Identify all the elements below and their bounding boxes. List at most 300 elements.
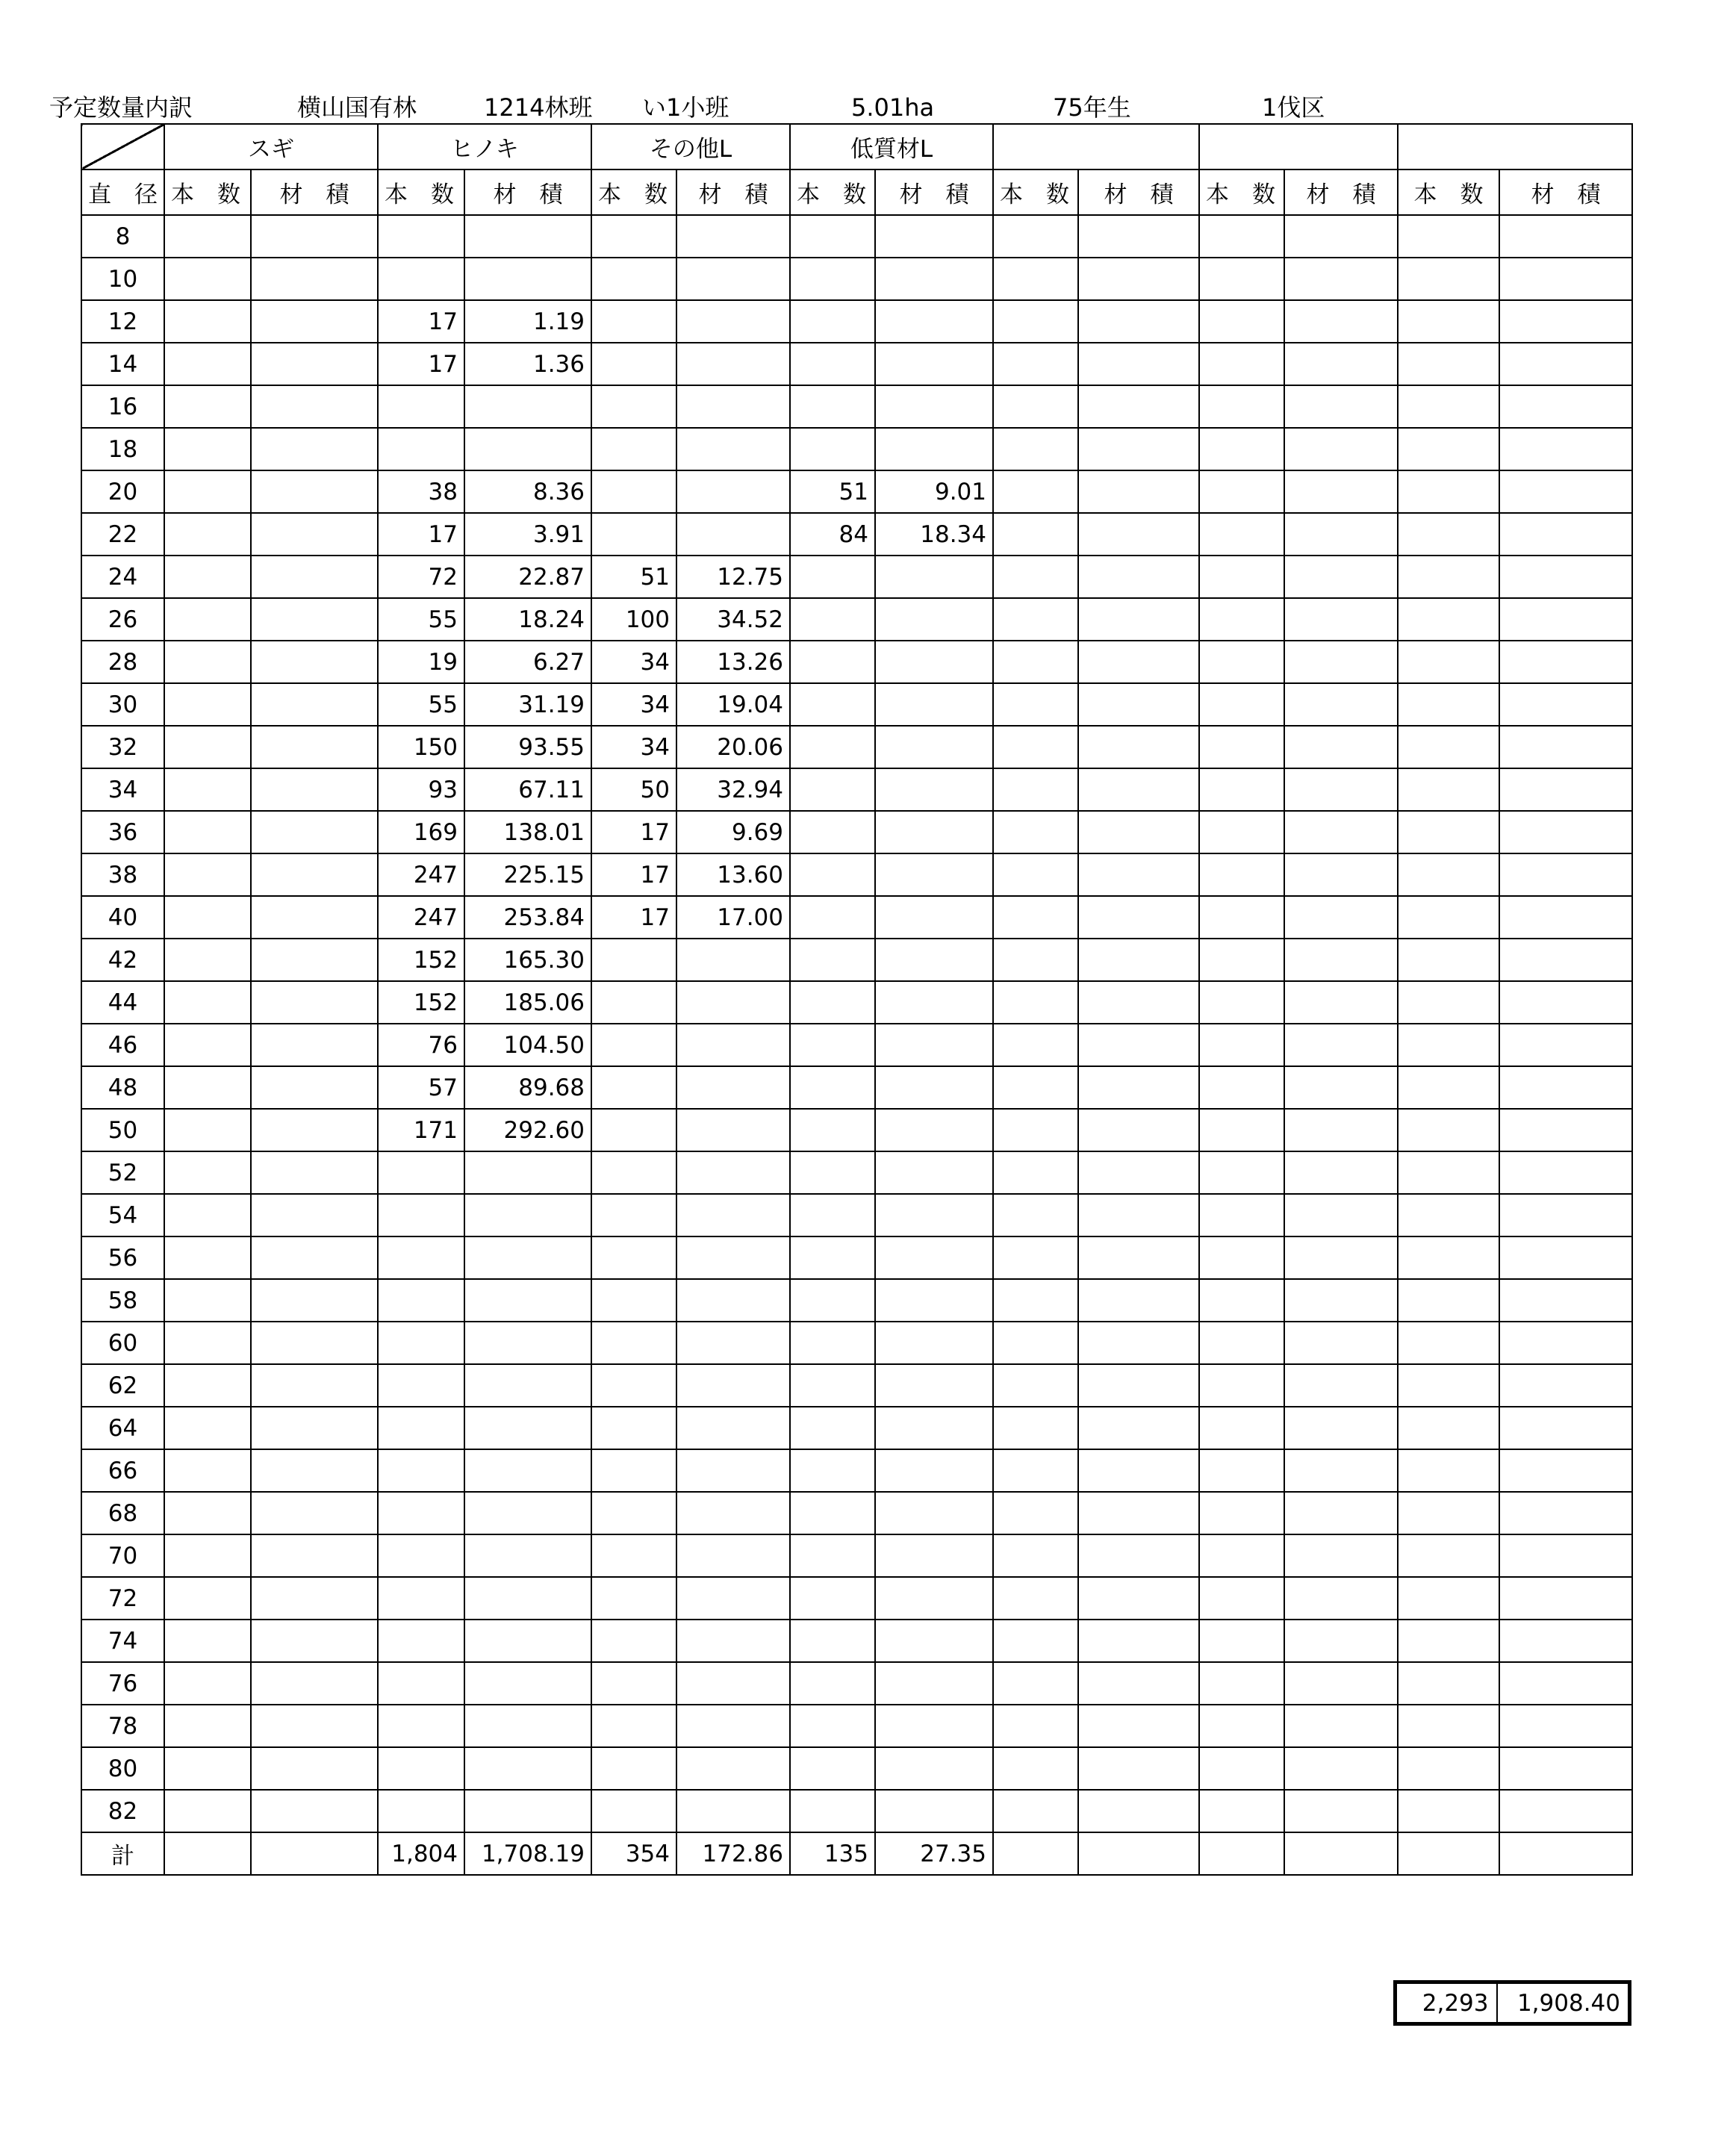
count-cell — [1398, 896, 1499, 939]
volume-cell: 3.91 — [464, 513, 591, 556]
volume-cell — [676, 939, 790, 981]
volume-cell — [1078, 1024, 1199, 1066]
count-cell — [1199, 1322, 1284, 1364]
count-cell: 17 — [591, 811, 676, 853]
count-cell — [993, 1066, 1078, 1109]
count-cell — [993, 385, 1078, 428]
volume-cell — [1499, 385, 1632, 428]
count-cell — [1398, 683, 1499, 726]
volume-cell — [1078, 896, 1199, 939]
volume-cell — [875, 939, 993, 981]
count-cell — [1199, 1662, 1284, 1705]
count-cell: 76 — [378, 1024, 464, 1066]
count-cell — [1199, 1024, 1284, 1066]
volume-cell — [1499, 556, 1632, 598]
count-cell — [1199, 556, 1284, 598]
volume-cell: 1,708.19 — [464, 1832, 591, 1875]
volume-cell — [1078, 1492, 1199, 1534]
count-cell — [591, 939, 676, 981]
count-cell — [1199, 1109, 1284, 1151]
volume-cell: 17.00 — [676, 896, 790, 939]
count-cell — [164, 1322, 251, 1364]
count-cell — [993, 556, 1078, 598]
volume-cell — [251, 1705, 378, 1747]
count-cell — [1199, 896, 1284, 939]
volume-cell — [875, 1620, 993, 1662]
diameter-cell: 16 — [81, 385, 164, 428]
volume-cell — [1078, 428, 1199, 470]
count-cell — [790, 1705, 875, 1747]
count-cell — [164, 1662, 251, 1705]
count-cell — [1398, 385, 1499, 428]
table-row — [81, 1662, 1632, 1705]
volume-cell — [251, 1577, 378, 1620]
volume-cell — [464, 428, 591, 470]
diameter-cell: 8 — [81, 215, 164, 258]
count-header: 本 数 — [378, 169, 464, 215]
count-cell — [1199, 470, 1284, 513]
count-cell — [1199, 683, 1284, 726]
count-cell — [993, 1449, 1078, 1492]
volume-cell — [1284, 853, 1398, 896]
table-row — [81, 1577, 1632, 1620]
volume-cell — [251, 556, 378, 598]
volume-cell — [875, 300, 993, 343]
table-row — [81, 513, 1632, 556]
count-cell — [164, 853, 251, 896]
volume-cell — [676, 385, 790, 428]
grand-total-box — [1393, 1980, 1631, 2026]
volume-cell — [1284, 1747, 1398, 1790]
count-cell — [1398, 1832, 1499, 1875]
count-cell — [591, 1066, 676, 1109]
count-cell — [591, 1620, 676, 1662]
volume-cell — [676, 1662, 790, 1705]
count-cell — [993, 1492, 1078, 1534]
volume-cell — [875, 215, 993, 258]
count-cell — [1398, 1662, 1499, 1705]
count-cell — [1398, 1322, 1499, 1364]
volume-cell — [1499, 683, 1632, 726]
diameter-cell: 76 — [81, 1662, 164, 1705]
volume-cell — [1078, 1832, 1199, 1875]
volume-cell — [1284, 1322, 1398, 1364]
count-cell: 72 — [378, 556, 464, 598]
count-cell — [790, 853, 875, 896]
count-cell — [790, 1151, 875, 1194]
volume-cell — [875, 385, 993, 428]
volume-cell — [1284, 811, 1398, 853]
count-cell — [1199, 853, 1284, 896]
volume-cell — [875, 258, 993, 300]
volume-cell: 19.04 — [676, 683, 790, 726]
volume-cell — [1499, 1322, 1632, 1364]
volume-cell — [1284, 428, 1398, 470]
volume-cell — [464, 1705, 591, 1747]
volume-cell — [251, 1790, 378, 1832]
volume-cell: 104.50 — [464, 1024, 591, 1066]
volume-cell — [1284, 343, 1398, 385]
grand-total-count: 2,293 — [1396, 1982, 1497, 2024]
count-cell — [790, 641, 875, 683]
diameter-cell: 28 — [81, 641, 164, 683]
count-cell — [1199, 1449, 1284, 1492]
count-cell — [790, 939, 875, 981]
volume-cell — [251, 343, 378, 385]
count-cell — [164, 1364, 251, 1407]
volume-cell — [1499, 1790, 1632, 1832]
diameter-cell: 30 — [81, 683, 164, 726]
count-cell: 19 — [378, 641, 464, 683]
species-group-header: 低質材L — [790, 124, 993, 169]
count-cell — [164, 1236, 251, 1279]
count-cell — [993, 1279, 1078, 1322]
count-cell — [1398, 1066, 1499, 1109]
volume-cell: 253.84 — [464, 896, 591, 939]
count-cell — [1199, 1279, 1284, 1322]
volume-cell — [875, 1747, 993, 1790]
count-cell: 169 — [378, 811, 464, 853]
diameter-cell: 52 — [81, 1151, 164, 1194]
volume-cell — [251, 1747, 378, 1790]
count-cell — [993, 641, 1078, 683]
volume-cell — [464, 1151, 591, 1194]
volume-cell — [1284, 1534, 1398, 1577]
count-cell — [164, 470, 251, 513]
volume-cell — [1284, 768, 1398, 811]
table-row — [81, 1747, 1632, 1790]
volume-cell — [1078, 1236, 1199, 1279]
count-cell — [993, 1151, 1078, 1194]
table-row — [81, 726, 1632, 768]
volume-cell — [875, 1194, 993, 1236]
diameter-cell: 18 — [81, 428, 164, 470]
volume-cell — [1284, 300, 1398, 343]
volume-cell — [875, 896, 993, 939]
count-cell — [591, 428, 676, 470]
volume-cell — [1284, 726, 1398, 768]
table-row — [81, 343, 1632, 385]
volume-cell — [1078, 1705, 1199, 1747]
count-cell — [1199, 258, 1284, 300]
table-row — [81, 1322, 1632, 1364]
table-row — [81, 215, 1632, 258]
diameter-cell: 66 — [81, 1449, 164, 1492]
diameter-cell: 48 — [81, 1066, 164, 1109]
volume-cell — [676, 1322, 790, 1364]
count-header: 本 数 — [591, 169, 676, 215]
volume-cell — [464, 1364, 591, 1407]
volume-cell — [676, 1407, 790, 1449]
diameter-cell: 44 — [81, 981, 164, 1024]
count-header: 本 数 — [164, 169, 251, 215]
volume-cell — [251, 598, 378, 641]
volume-cell — [1284, 683, 1398, 726]
table-row — [81, 1279, 1632, 1322]
volume-cell — [1284, 641, 1398, 683]
volume-cell: 31.19 — [464, 683, 591, 726]
count-cell — [164, 513, 251, 556]
volume-cell — [676, 1364, 790, 1407]
volume-cell — [1078, 343, 1199, 385]
count-cell — [1199, 939, 1284, 981]
volume-cell — [251, 385, 378, 428]
volume-cell — [1499, 1194, 1632, 1236]
count-cell — [1199, 811, 1284, 853]
volume-cell: 89.68 — [464, 1066, 591, 1109]
count-cell — [164, 385, 251, 428]
volume-cell — [875, 1492, 993, 1534]
count-cell — [1398, 428, 1499, 470]
count-cell — [993, 1577, 1078, 1620]
volume-cell — [251, 683, 378, 726]
volume-header: 材 積 — [676, 169, 790, 215]
volume-cell — [1284, 513, 1398, 556]
volume-cell — [1499, 1279, 1632, 1322]
volume-cell — [1078, 1322, 1199, 1364]
volume-cell — [1284, 1066, 1398, 1109]
volume-cell — [1078, 726, 1199, 768]
volume-cell — [875, 1024, 993, 1066]
volume-cell: 18.24 — [464, 598, 591, 641]
count-cell — [1199, 513, 1284, 556]
count-cell — [378, 258, 464, 300]
volume-cell — [875, 768, 993, 811]
volume-cell — [875, 1364, 993, 1407]
diameter-cell: 64 — [81, 1407, 164, 1449]
count-cell — [1398, 811, 1499, 853]
volume-cell — [1499, 1534, 1632, 1577]
volume-cell — [464, 1236, 591, 1279]
count-cell — [790, 1279, 875, 1322]
count-cell — [790, 300, 875, 343]
count-cell — [164, 981, 251, 1024]
volume-cell — [1078, 1577, 1199, 1620]
volume-cell — [251, 726, 378, 768]
count-cell — [591, 385, 676, 428]
volume-cell — [875, 811, 993, 853]
count-cell — [1398, 1534, 1499, 1577]
volume-cell — [251, 1534, 378, 1577]
count-cell — [164, 1534, 251, 1577]
count-cell: 17 — [591, 853, 676, 896]
count-header: 本 数 — [1398, 169, 1499, 215]
count-cell — [790, 385, 875, 428]
count-cell — [1398, 556, 1499, 598]
count-cell — [993, 1747, 1078, 1790]
volume-cell — [676, 428, 790, 470]
volume-cell — [676, 1109, 790, 1151]
count-cell — [1199, 598, 1284, 641]
volume-cell — [676, 1066, 790, 1109]
count-cell — [790, 981, 875, 1024]
count-cell — [591, 1236, 676, 1279]
volume-cell — [676, 513, 790, 556]
count-cell — [1199, 1066, 1284, 1109]
count-cell — [164, 726, 251, 768]
count-cell — [1199, 215, 1284, 258]
count-cell — [164, 1790, 251, 1832]
volume-cell — [1499, 768, 1632, 811]
volume-cell — [676, 981, 790, 1024]
count-cell — [1398, 1364, 1499, 1407]
volume-header: 材 積 — [251, 169, 378, 215]
count-cell — [1199, 1364, 1284, 1407]
volume-cell — [676, 1705, 790, 1747]
volume-cell — [251, 981, 378, 1024]
volume-cell — [875, 1705, 993, 1747]
count-cell — [993, 258, 1078, 300]
volume-cell — [1078, 513, 1199, 556]
count-cell — [993, 1194, 1078, 1236]
volume-cell — [1284, 598, 1398, 641]
volume-cell: 93.55 — [464, 726, 591, 768]
volume-cell: 185.06 — [464, 981, 591, 1024]
count-cell — [164, 1620, 251, 1662]
count-cell — [1398, 1151, 1499, 1194]
count-cell — [378, 1747, 464, 1790]
diameter-cell: 82 — [81, 1790, 164, 1832]
species-group-header: スギ — [164, 124, 378, 169]
volume-cell — [464, 1620, 591, 1662]
volume-cell: 18.34 — [875, 513, 993, 556]
volume-cell — [676, 1577, 790, 1620]
table-row — [81, 1151, 1632, 1194]
count-cell — [591, 1024, 676, 1066]
count-cell — [790, 258, 875, 300]
volume-cell — [251, 470, 378, 513]
diameter-cell: 20 — [81, 470, 164, 513]
volume-cell — [251, 811, 378, 853]
volume-cell — [1078, 1790, 1199, 1832]
count-cell: 150 — [378, 726, 464, 768]
volume-cell — [251, 1279, 378, 1322]
count-cell — [591, 1407, 676, 1449]
count-cell — [164, 1577, 251, 1620]
count-cell — [993, 1790, 1078, 1832]
volume-cell — [1078, 1747, 1199, 1790]
table-row — [81, 768, 1632, 811]
volume-cell — [1078, 598, 1199, 641]
volume-cell — [464, 1577, 591, 1620]
volume-cell: 9.01 — [875, 470, 993, 513]
volume-cell — [1284, 939, 1398, 981]
count-cell — [1199, 1407, 1284, 1449]
volume-cell — [1499, 1747, 1632, 1790]
count-cell — [164, 641, 251, 683]
count-cell: 55 — [378, 683, 464, 726]
volume-cell — [1078, 1151, 1199, 1194]
volume-cell — [1499, 1364, 1632, 1407]
count-cell — [790, 1236, 875, 1279]
volume-cell — [1284, 1364, 1398, 1407]
count-cell — [378, 1449, 464, 1492]
table-row — [81, 1492, 1632, 1534]
volume-cell — [251, 1364, 378, 1407]
volume-cell — [251, 428, 378, 470]
volume-header: 材 積 — [875, 169, 993, 215]
volume-cell — [251, 300, 378, 343]
count-cell — [164, 1024, 251, 1066]
count-cell — [378, 215, 464, 258]
volume-cell — [1499, 1109, 1632, 1151]
volume-cell — [1499, 939, 1632, 981]
volume-cell — [676, 343, 790, 385]
table-row — [81, 300, 1632, 343]
count-cell: 57 — [378, 1066, 464, 1109]
table-row — [81, 1790, 1632, 1832]
count-cell — [591, 1492, 676, 1534]
count-cell — [378, 1577, 464, 1620]
count-cell — [1199, 1534, 1284, 1577]
diameter-cell: 42 — [81, 939, 164, 981]
volume-cell — [464, 1279, 591, 1322]
volume-cell — [251, 853, 378, 896]
volume-cell — [875, 981, 993, 1024]
volume-cell: 67.11 — [464, 768, 591, 811]
volume-cell — [1078, 300, 1199, 343]
count-cell — [1398, 470, 1499, 513]
volume-cell — [676, 215, 790, 258]
volume-cell — [875, 641, 993, 683]
volume-cell — [1078, 1194, 1199, 1236]
volume-cell — [1078, 1662, 1199, 1705]
volume-cell — [875, 428, 993, 470]
count-cell — [164, 258, 251, 300]
count-cell: 38 — [378, 470, 464, 513]
count-cell — [1199, 641, 1284, 683]
count-cell — [378, 1534, 464, 1577]
count-cell: 93 — [378, 768, 464, 811]
volume-cell — [1499, 470, 1632, 513]
volume-cell: 9.69 — [676, 811, 790, 853]
volume-cell: 138.01 — [464, 811, 591, 853]
cutting-area-label: 1伐区 — [1262, 93, 1325, 122]
count-cell — [1398, 1279, 1499, 1322]
count-cell — [790, 1620, 875, 1662]
volume-cell — [1078, 1407, 1199, 1449]
volume-cell: 172.86 — [676, 1832, 790, 1875]
volume-cell: 292.60 — [464, 1109, 591, 1151]
table-row — [81, 1364, 1632, 1407]
volume-cell — [251, 1407, 378, 1449]
count-cell — [164, 768, 251, 811]
volume-cell — [875, 1236, 993, 1279]
count-cell — [993, 343, 1078, 385]
volume-cell — [1078, 1620, 1199, 1662]
table-row — [81, 428, 1632, 470]
count-cell — [993, 1705, 1078, 1747]
table-row — [81, 1407, 1632, 1449]
count-cell — [378, 1151, 464, 1194]
diameter-cell: 40 — [81, 896, 164, 939]
volume-cell — [676, 1790, 790, 1832]
count-cell — [1398, 598, 1499, 641]
volume-cell — [251, 768, 378, 811]
volume-cell — [1499, 258, 1632, 300]
count-cell — [790, 1066, 875, 1109]
volume-cell — [464, 1747, 591, 1790]
count-cell — [790, 683, 875, 726]
diameter-cell: 32 — [81, 726, 164, 768]
volume-cell — [875, 556, 993, 598]
count-cell — [1398, 343, 1499, 385]
count-cell — [993, 939, 1078, 981]
volume-cell — [251, 1620, 378, 1662]
count-cell — [591, 1322, 676, 1364]
volume-cell — [1499, 641, 1632, 683]
count-cell — [164, 811, 251, 853]
